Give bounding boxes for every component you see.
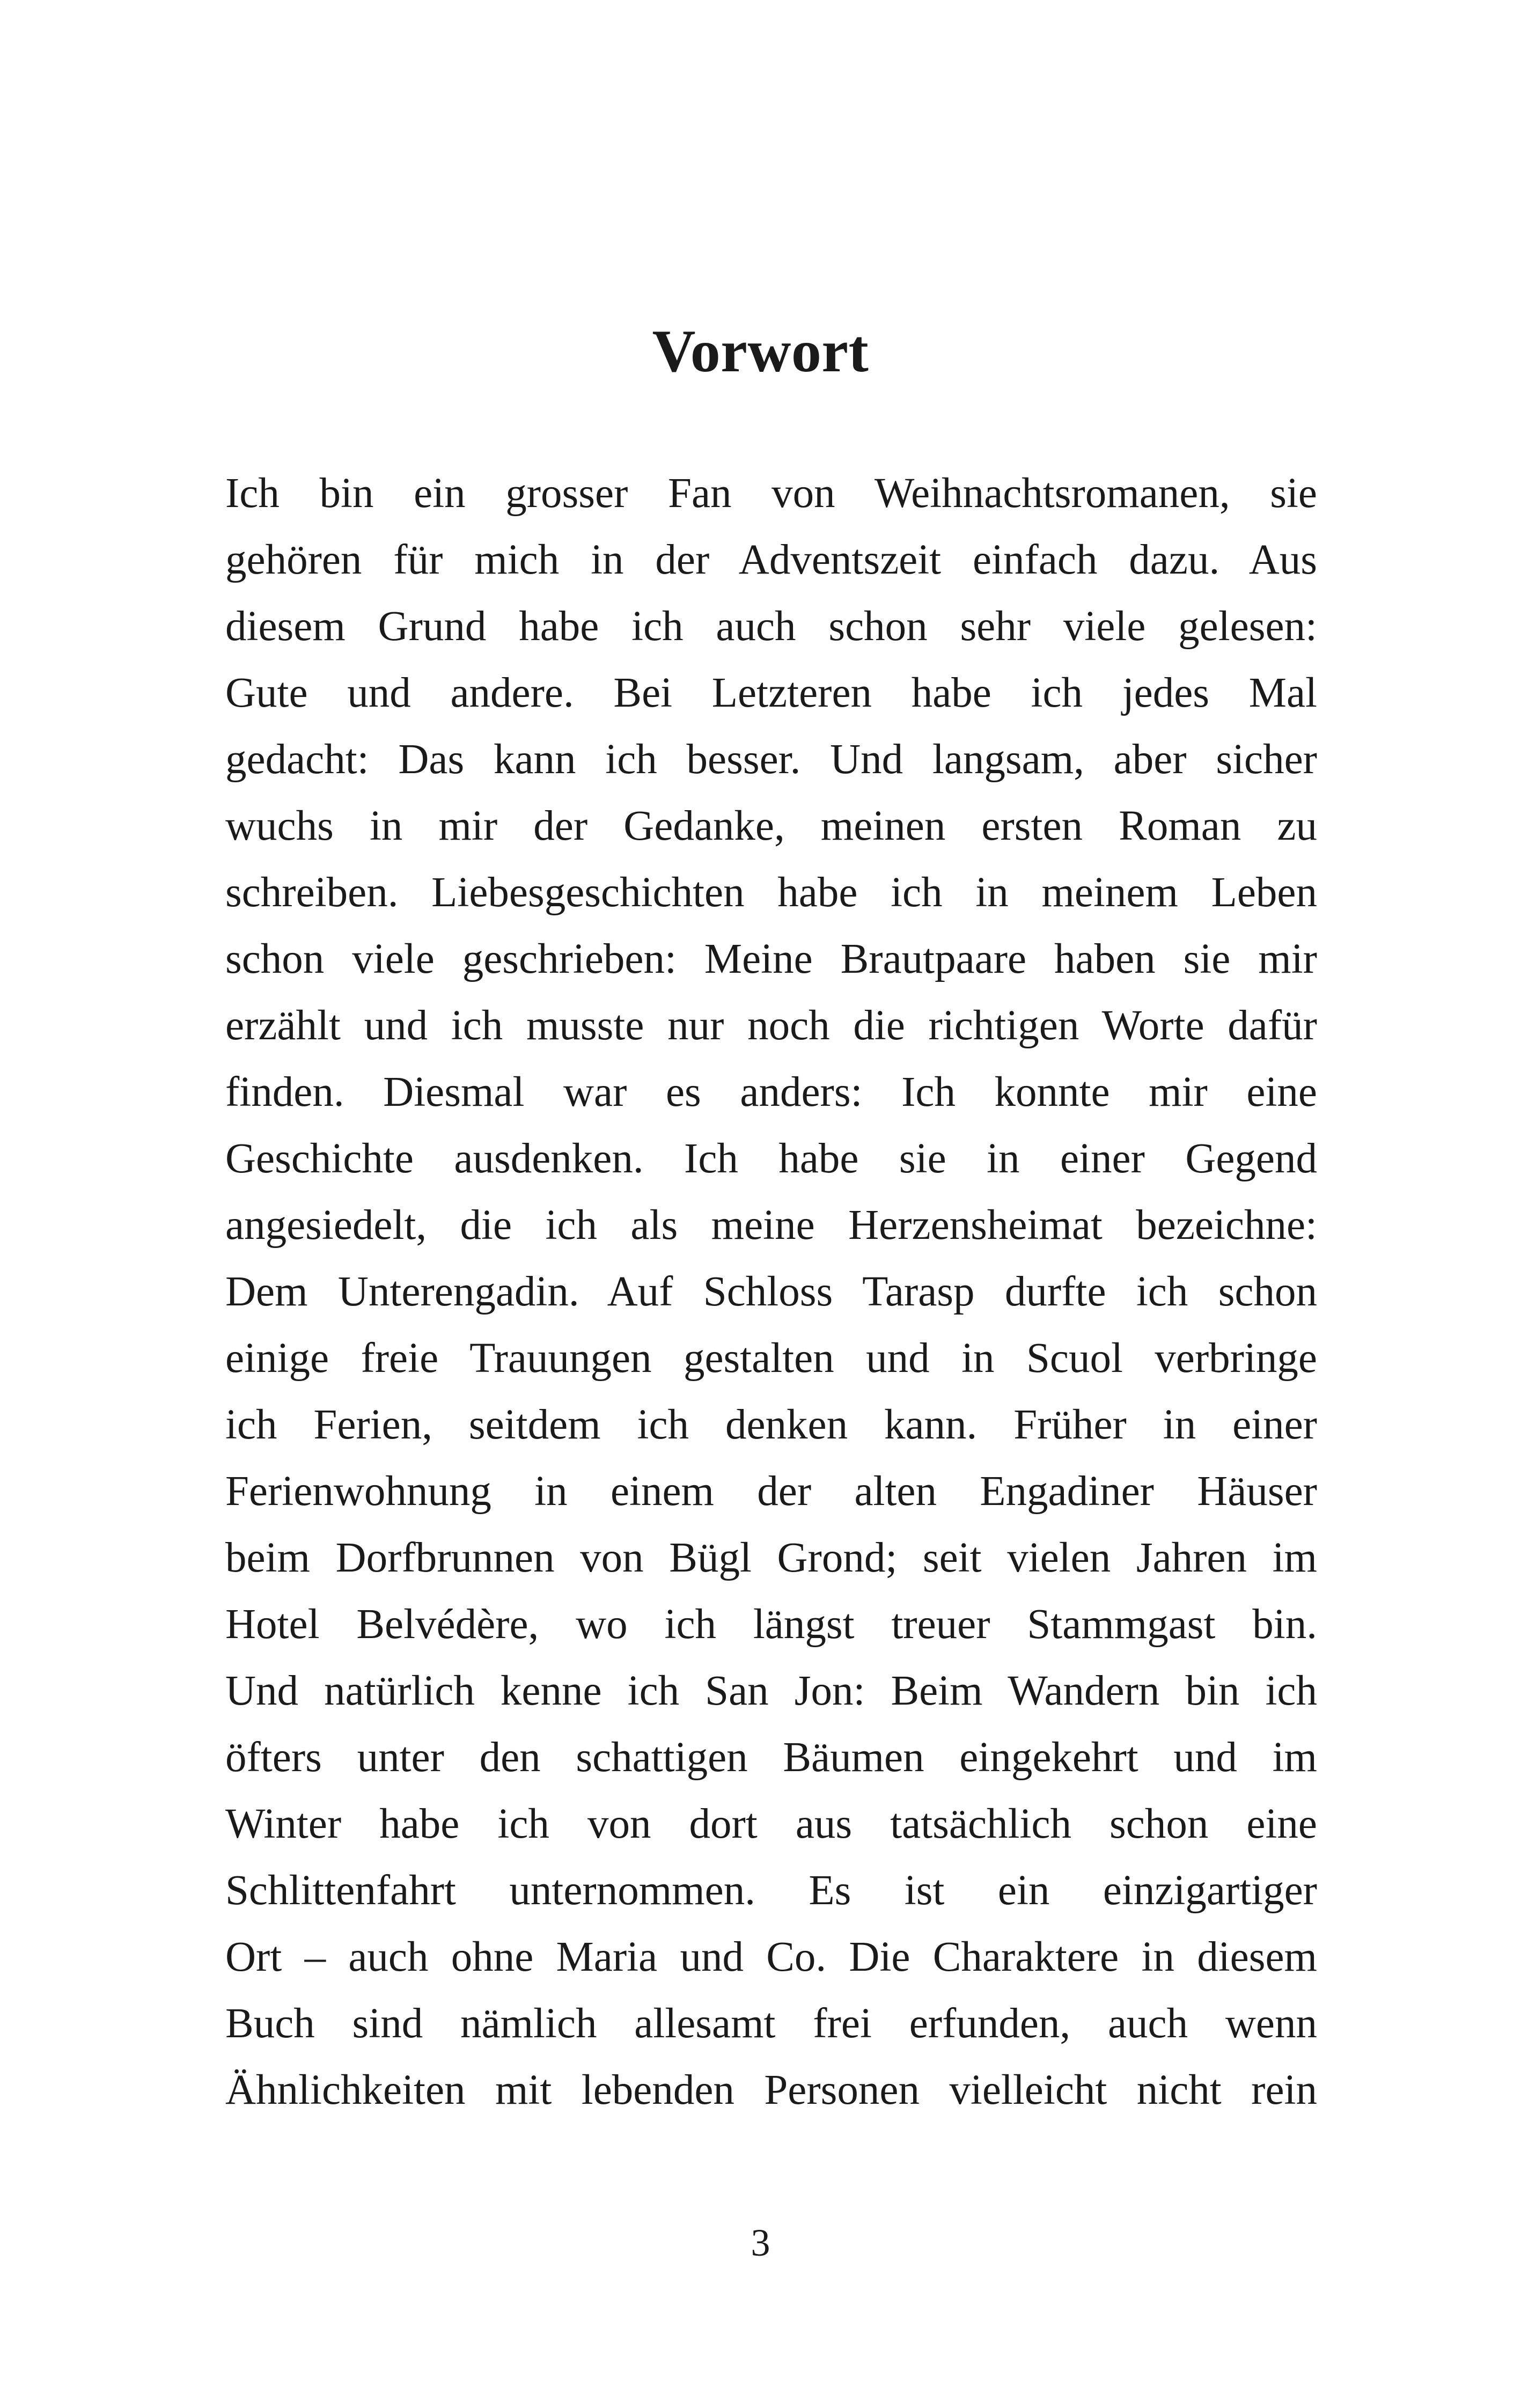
text-line: schon viele geschrieben: Meine Brautpaare haben sie mir xyxy=(225,936,1317,982)
text-line: ich Ferien, seitdem ich denken kann. Früher in einer xyxy=(225,1401,1317,1448)
text-line: finden. Diesmal war es anders: Ich konnte mir eine xyxy=(225,1069,1317,1115)
text-line: Winter habe ich von dort aus tatsächlich schon eine xyxy=(225,1801,1317,1847)
text-line: gehören für mich in der Adventszeit einfach dazu. Aus xyxy=(225,537,1317,583)
text-line: erzählt und ich musste nur noch die richtigen Worte dafür xyxy=(225,1002,1317,1049)
text-line: Gute und andere. Bei Letzteren habe ich jedes Mal xyxy=(225,670,1317,716)
text-line: öfters unter den schattigen Bäumen eingekehrt und im xyxy=(225,1734,1317,1781)
text-line: Ähnlichkeiten mit lebenden Personen vielleicht nicht rein xyxy=(225,2067,1317,2113)
text-line: Dem Unterengadin. Auf Schloss Tarasp durfte ich schon xyxy=(225,1268,1317,1315)
text-line: wuchs in mir der Gedanke, meinen ersten Roman zu xyxy=(225,803,1317,849)
text-line: angesiedelt, die ich als meine Herzensheimat bezeichne: xyxy=(225,1202,1317,1249)
text-line: Buch sind nämlich allesamt frei erfunden, auch wenn xyxy=(225,2000,1317,2047)
page-number: 3 xyxy=(751,2221,770,2264)
text-line: gedacht: Das kann ich besser. Und langsam, aber sicher xyxy=(225,736,1317,783)
text-line: diesem Grund habe ich auch schon sehr viele gelesen: xyxy=(225,603,1317,650)
text-line: Ich bin ein grosser Fan von Weihnachtsromanen, sie xyxy=(225,470,1317,517)
text-line: beim Dorfbrunnen von Bügl Grond; seit vielen Jahren im xyxy=(225,1535,1317,1581)
text-line: Hotel Belvédère, wo ich längst treuer Stammgast bin. xyxy=(225,1601,1317,1648)
text-line: Geschichte ausdenken. Ich habe sie in einer Gegend xyxy=(225,1135,1317,1182)
text-line: Ort – auch ohne Maria und Co. Die Charaktere in diesem xyxy=(225,1934,1317,1980)
text-line: einige freie Trauungen gestalten und in Scuol verbringe xyxy=(225,1335,1317,1382)
text-line: Schlittenfahrt unternommen. Es ist ein einzigartiger xyxy=(225,1867,1317,1914)
text-line: Und natürlich kenne ich San Jon: Beim Wandern bin ich xyxy=(225,1668,1317,1714)
body-paragraph xyxy=(225,460,1317,2124)
text-line: Ferienwohnung in einem der alten Engadiner Häuser xyxy=(225,1468,1317,1515)
chapter-title: Vorwort xyxy=(652,318,869,385)
text-line: schreiben. Liebesgeschichten habe ich in meinem Leben xyxy=(225,869,1317,916)
